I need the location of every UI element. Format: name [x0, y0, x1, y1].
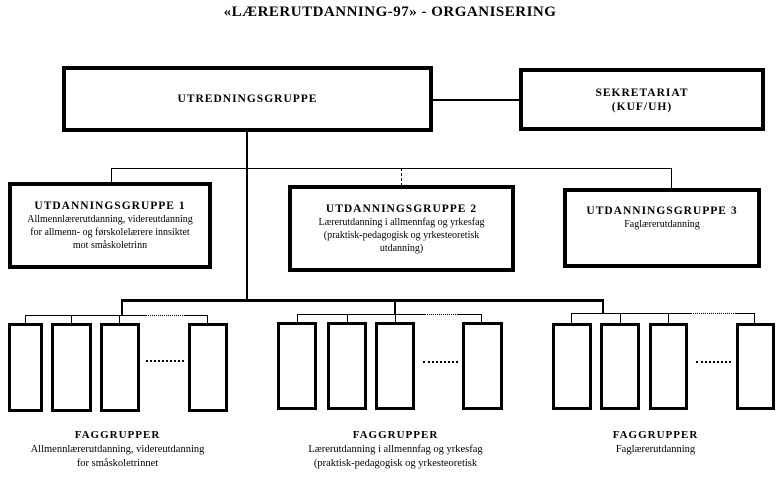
- connector-line: [602, 299, 604, 314]
- utdanningsgruppe-3-box: [563, 188, 761, 268]
- connector-line: [668, 313, 669, 323]
- connector-line: [571, 313, 572, 323]
- ellipsis-dots: [423, 361, 458, 363]
- faggruppe-box: [600, 323, 640, 410]
- connector-line: [185, 315, 208, 316]
- sekretariat-label: SEKRETARIAT: [595, 86, 689, 99]
- ellipsis-dots: [696, 361, 731, 363]
- connector-line: [433, 99, 519, 101]
- connector-line: [671, 168, 672, 189]
- connector-line: [690, 313, 736, 314]
- faggrupper-label-2: [278, 428, 513, 471]
- faggruppe-box: [188, 323, 228, 412]
- faggrupper-label-3: [548, 428, 763, 457]
- connector-line: [571, 313, 690, 314]
- group-line: for allmenn- og førskolelærere innsiktet: [30, 227, 190, 238]
- utredningsgruppe-box: [62, 66, 433, 132]
- connector-line: [754, 313, 755, 323]
- connector-line: [347, 314, 348, 322]
- connector-line: [395, 314, 396, 322]
- faggruppe-box: [100, 323, 140, 412]
- faggruppe-box: [462, 322, 503, 410]
- faggrupper-line: Allmennlærerutdanning, videreutdanning: [30, 444, 205, 455]
- connector-line: [481, 314, 482, 322]
- connector-line: [297, 314, 298, 322]
- connector-line: [425, 314, 458, 315]
- group-line: Lærerutdanning i allmennfag og yrkesfag: [318, 217, 485, 228]
- faggruppe-box: [375, 322, 415, 410]
- group-line: utdanning): [379, 243, 424, 254]
- faggruppe-box: [8, 323, 43, 412]
- faggruppe-box: [51, 323, 92, 412]
- group-line: Allmennlærerutdanning, videreutdanning: [27, 214, 193, 225]
- connector-line: [246, 132, 248, 301]
- faggruppe-box: [277, 322, 317, 410]
- faggrupper-title: FAGGRUPPER: [74, 429, 161, 441]
- connector-line: [121, 299, 123, 316]
- sekretariat-sublabel: (KUF/UH): [611, 100, 673, 113]
- faggrupper-label-1: [5, 428, 230, 471]
- connector-line: [297, 314, 425, 315]
- faggrupper-line: (praktisk-pedagogisk og yrkesteoretisk: [313, 458, 478, 469]
- faggruppe-box: [327, 322, 367, 410]
- group-title: UTDANNINGSGRUPPE 1: [34, 200, 186, 212]
- utredningsgruppe-label: UTREDNINGSGRUPPE: [177, 93, 318, 105]
- connector-line: [394, 299, 396, 315]
- faggruppe-box: [552, 323, 592, 410]
- sekretariat-box: [519, 68, 765, 131]
- connector-line: [111, 168, 672, 169]
- page-title: «LÆRERUTDANNING-97» - ORGANISERING: [223, 4, 557, 20]
- connector-line: [121, 299, 603, 302]
- connector-line: [736, 313, 755, 314]
- ellipsis-dots: [146, 360, 184, 362]
- connector-line: [111, 168, 112, 183]
- faggrupper-title: FAGGRUPPER: [612, 429, 699, 441]
- faggruppe-box: [649, 323, 688, 410]
- faggrupper-line: Lærerutdanning i allmennfag og yrkesfag: [308, 444, 483, 455]
- faggrupper-title: FAGGRUPPER: [352, 429, 439, 441]
- group-line: Faglærerutdanning: [624, 219, 700, 230]
- group-title: UTDANNINGSGRUPPE 3: [586, 205, 738, 217]
- connector-line: [401, 168, 402, 186]
- faggruppe-box: [736, 323, 775, 410]
- connector-line: [458, 314, 482, 315]
- connector-line: [145, 315, 185, 316]
- utdanningsgruppe-2-box: [288, 185, 515, 272]
- group-line: (praktisk-pedagogisk og yrkesteoretisk: [323, 230, 480, 241]
- connector-line: [25, 315, 145, 316]
- utdanningsgruppe-1-box: [8, 182, 212, 269]
- faggrupper-line: Faglærerutdanning: [615, 444, 696, 455]
- group-title: UTDANNINGSGRUPPE 2: [325, 203, 478, 215]
- group-line: mot småskoletrinn: [72, 240, 148, 251]
- connector-line: [620, 313, 621, 323]
- faggrupper-line: for småskoletrinnet: [76, 458, 159, 469]
